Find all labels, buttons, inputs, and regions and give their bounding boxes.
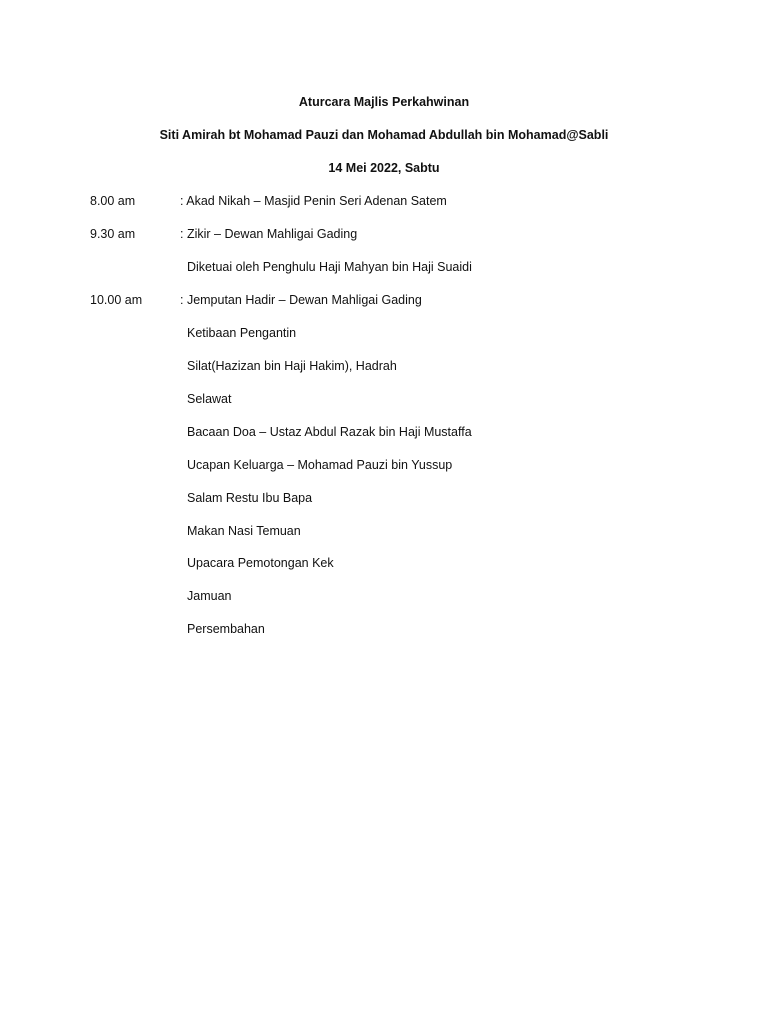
schedule-description: : Akad Nikah – Masjid Penin Seri Adenan Satem: [180, 194, 447, 208]
schedule-subitem: Ucapan Keluarga – Mohamad Pauzi bin Yussup: [187, 458, 453, 472]
schedule-subitem: Jamuan: [187, 589, 232, 603]
schedule-subitem: Ketibaan Pengantin: [187, 326, 297, 340]
schedule-time: 10.00 am: [90, 293, 143, 307]
couple-names: Siti Amirah bt Mohamad Pauzi dan Mohamad Abdullah bin Mohamad@Sabli: [159, 128, 609, 142]
schedule-subitem: Upacara Pemotongan Kek: [187, 556, 334, 570]
schedule-subitem: Salam Restu Ibu Bapa: [187, 491, 313, 505]
schedule-subitem: Selawat: [187, 392, 232, 406]
event-date: 14 Mei 2022, Sabtu: [328, 161, 440, 175]
schedule-subitem: Silat(Hazizan bin Haji Hakim), Hadrah: [187, 359, 397, 373]
schedule-subitem: Makan Nasi Temuan: [187, 524, 301, 538]
schedule-description: : Jemputan Hadir – Dewan Mahligai Gading: [180, 293, 422, 307]
schedule-subitem: Diketuai oleh Penghulu Haji Mahyan bin Haji Suaidi: [187, 260, 472, 274]
schedule-subitem: Persembahan: [187, 622, 265, 636]
schedule-subitem: Bacaan Doa – Ustaz Abdul Razak bin Haji Mustaffa: [187, 425, 472, 439]
document-title: Aturcara Majlis Perkahwinan: [298, 95, 470, 109]
schedule-time: 8.00 am: [90, 194, 136, 208]
schedule-description: : Zikir – Dewan Mahligai Gading: [180, 227, 358, 241]
schedule-time: 9.30 am: [90, 227, 136, 241]
